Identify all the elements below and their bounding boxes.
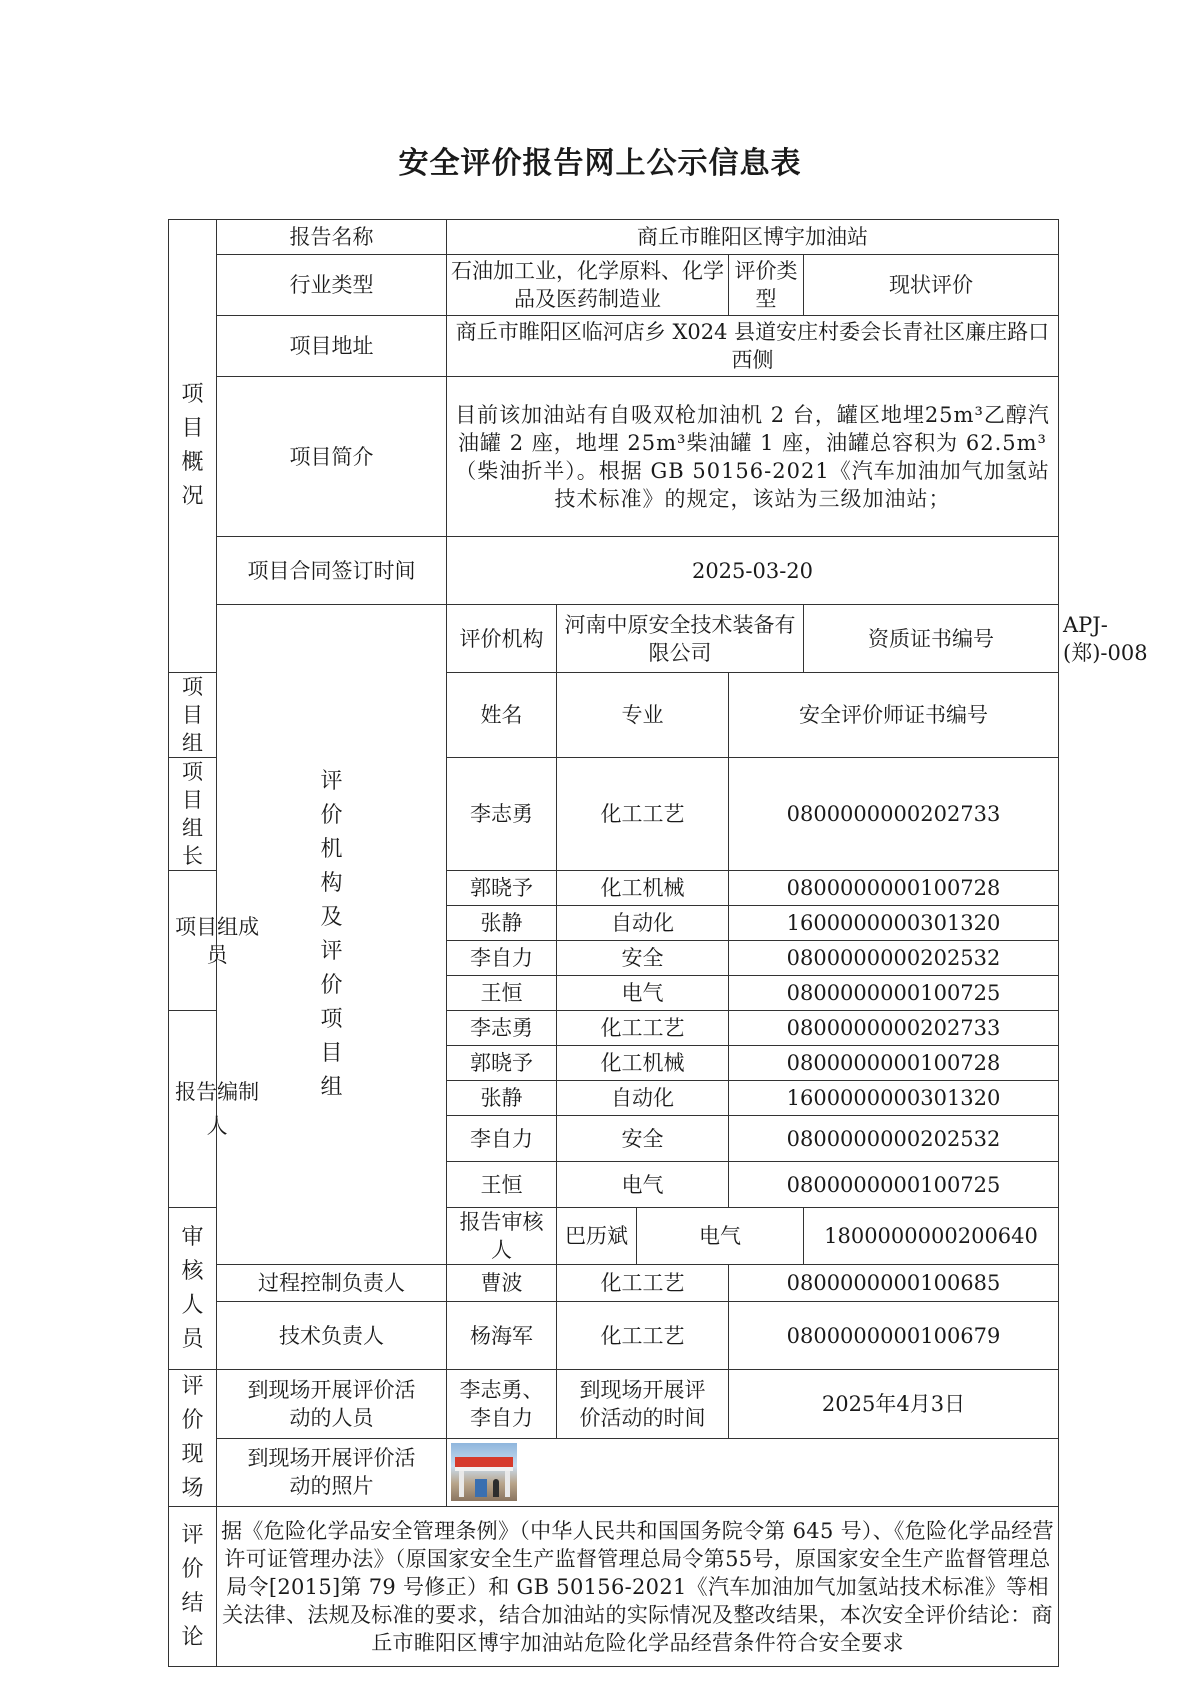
site-time-label: 到现场开展评价活动的时间 bbox=[557, 1370, 729, 1439]
table-row bbox=[169, 377, 1059, 537]
leader-name: 李志勇 bbox=[447, 758, 557, 871]
review-role: 技术负责人 bbox=[217, 1302, 447, 1370]
report-name-value: 商丘市睢阳区博宇加油站 bbox=[447, 220, 1059, 255]
header-group: 项目组 bbox=[169, 673, 217, 758]
page-title: 安全评价报告网上公示信息表 bbox=[398, 146, 802, 181]
review-cert: 1800000000200640 bbox=[804, 1208, 1059, 1265]
site-people-label: 到现场开展评价活动的人员 bbox=[217, 1370, 447, 1439]
author-major: 化工机械 bbox=[557, 1046, 729, 1081]
contract-date-value: 2025-03-20 bbox=[447, 537, 1059, 605]
author-name: 王恒 bbox=[447, 1162, 557, 1208]
review-name: 杨海军 bbox=[447, 1302, 557, 1370]
member-cert: 0800000000202532 bbox=[729, 941, 1059, 976]
table-row bbox=[169, 255, 1059, 316]
table-row bbox=[169, 220, 1059, 255]
members-role: 项目组成员 bbox=[169, 871, 217, 1011]
industry-label: 行业类型 bbox=[217, 255, 447, 316]
address-value: 商丘市睢阳区临河店乡 X024 县道安庄村委会长青社区廉庄路口西侧 bbox=[447, 316, 1059, 377]
author-cert: 0800000000100725 bbox=[729, 1162, 1059, 1208]
review-role: 报告审核人 bbox=[447, 1208, 557, 1265]
leader-major: 化工工艺 bbox=[557, 758, 729, 871]
member-name: 李自力 bbox=[447, 941, 557, 976]
table-row: 评价机构及评价项目组 评价机构 河南中原安全技术装备有限公司 资质证书编号 APJ-(郑)-008 bbox=[169, 605, 1059, 673]
member-name: 王恒 bbox=[447, 976, 557, 1011]
author-name: 郭晓予 bbox=[447, 1046, 557, 1081]
site-photo-cell bbox=[447, 1438, 1059, 1507]
eval-type-value: 现状评价 bbox=[804, 255, 1059, 316]
section-org-label: 评价机构及评价项目组 bbox=[217, 605, 447, 1265]
intro-label: 项目简介 bbox=[217, 377, 447, 537]
authors-role: 报告编制人 bbox=[169, 1011, 217, 1208]
site-photo-label: 到现场开展评价活动的照片 bbox=[217, 1438, 447, 1507]
site-photo[interactable] bbox=[451, 1443, 517, 1501]
author-name: 李自力 bbox=[447, 1116, 557, 1162]
agency-label: 评价机构 bbox=[447, 605, 557, 673]
table-row bbox=[169, 1302, 1059, 1370]
review-cert: 0800000000100685 bbox=[729, 1265, 1059, 1302]
table-row bbox=[169, 1507, 1059, 1667]
leader-cert: 0800000000202733 bbox=[729, 758, 1059, 871]
section-review-label: 审核人员 bbox=[169, 1208, 217, 1370]
site-time-value: 2025年4月3日 bbox=[729, 1370, 1059, 1439]
section-overview-label: 项目概况 bbox=[169, 220, 217, 673]
author-major: 自动化 bbox=[557, 1081, 729, 1116]
info-table bbox=[168, 219, 1148, 1667]
review-name: 曹波 bbox=[447, 1265, 557, 1302]
member-major: 化工机械 bbox=[557, 871, 729, 906]
contract-date-label: 项目合同签订时间 bbox=[217, 537, 447, 605]
review-cert: 0800000000100679 bbox=[729, 1302, 1059, 1370]
member-major: 安全 bbox=[557, 941, 729, 976]
author-name: 李志勇 bbox=[447, 1011, 557, 1046]
cert-label: 资质证书编号 bbox=[804, 605, 1059, 673]
address-label: 项目地址 bbox=[217, 316, 447, 377]
table-row bbox=[169, 316, 1059, 377]
member-cert: 0800000000100725 bbox=[729, 976, 1059, 1011]
section-conclusion-label: 评价结论 bbox=[169, 1507, 217, 1667]
header-major: 专业 bbox=[557, 673, 729, 758]
member-major: 自动化 bbox=[557, 906, 729, 941]
table-row bbox=[169, 537, 1059, 605]
table-row bbox=[169, 1370, 1059, 1439]
member-cert: 1600000000301320 bbox=[729, 906, 1059, 941]
intro-value: 目前该加油站有自吸双枪加油机 2 台，罐区地埋25m³乙醇汽油罐 2 座，地埋 25m³柴油罐 1 座，油罐总容积为 62.5m³（柴油折半）。根据 GB 50156-2021《汽车加油加气加氢站技术标准》的规定，该站为三级加油站； bbox=[447, 377, 1059, 537]
site-people-value: 李志勇、李自力 bbox=[447, 1370, 557, 1439]
review-major: 电气 bbox=[637, 1208, 804, 1265]
author-name: 张静 bbox=[447, 1081, 557, 1116]
agency-value: 河南中原安全技术装备有限公司 bbox=[557, 605, 804, 673]
author-cert: 1600000000301320 bbox=[729, 1081, 1059, 1116]
author-major: 安全 bbox=[557, 1116, 729, 1162]
member-cert: 0800000000100728 bbox=[729, 871, 1059, 906]
review-major: 化工工艺 bbox=[557, 1302, 729, 1370]
review-role: 过程控制负责人 bbox=[217, 1265, 447, 1302]
eval-type-label: 评价类型 bbox=[729, 255, 804, 316]
author-cert: 0800000000100728 bbox=[729, 1046, 1059, 1081]
report-name-label: 报告名称 bbox=[217, 220, 447, 255]
conclusion-text: 据《危险化学品安全管理条例》（中华人民共和国国务院令第 645 号）、《危险化学品经营许可证管理办法》（原国家安全生产监督管理总局令第55号，原国家安全生产监督管理总局令[2015]第 79 号修正）和 GB 50156-2021《汽车加油加气加氢站技术标准》等相关法律、法规及标准的要求，结合加油站的实际情况及整改结果，本次安全评价结论：商丘市睢阳区博宇加油站危险化学品经营条件符合安全要求 bbox=[217, 1507, 1059, 1667]
author-major: 化工工艺 bbox=[557, 1011, 729, 1046]
table-row bbox=[169, 1265, 1059, 1302]
industry-value: 石油加工业，化学原料、化学品及医药制造业 bbox=[447, 255, 729, 316]
author-cert: 0800000000202733 bbox=[729, 1011, 1059, 1046]
author-major: 电气 bbox=[557, 1162, 729, 1208]
leader-role: 项目组长 bbox=[169, 758, 217, 871]
member-name: 郭晓予 bbox=[447, 871, 557, 906]
header-name: 姓名 bbox=[447, 673, 557, 758]
member-major: 电气 bbox=[557, 976, 729, 1011]
table-row bbox=[169, 1438, 1059, 1507]
header-cert: 安全评价师证书编号 bbox=[729, 673, 1059, 758]
review-major: 化工工艺 bbox=[557, 1265, 729, 1302]
section-site-label: 评价现场 bbox=[169, 1370, 217, 1507]
member-name: 张静 bbox=[447, 906, 557, 941]
author-cert: 0800000000202532 bbox=[729, 1116, 1059, 1162]
review-name: 巴历斌 bbox=[557, 1208, 637, 1265]
